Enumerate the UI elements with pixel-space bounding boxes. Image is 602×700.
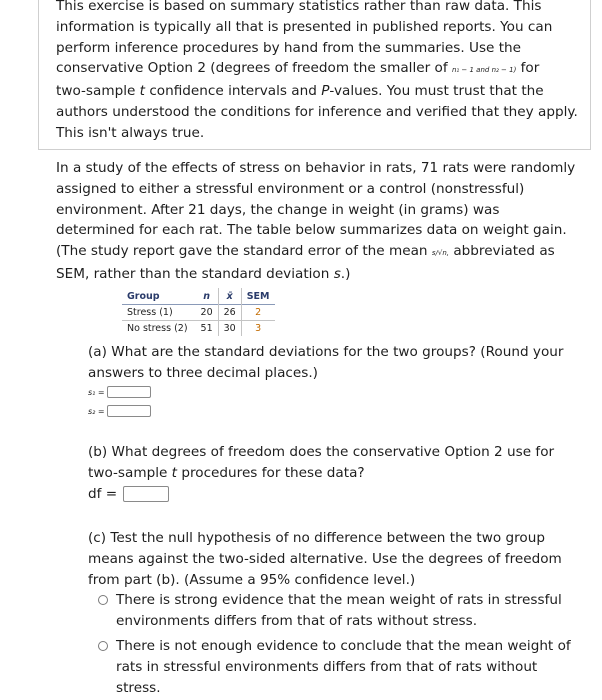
df-formula: n₁ − 1 and n₂ − 1)	[451, 66, 517, 75]
study-line: determined for each rat. The table below summarizes data on weight gain.	[56, 222, 567, 239]
option-not-enough-evidence[interactable]: There is not enough evidence to conclude that the mean weight of rats in stressful environments differs from that of rats without stress.	[98, 636, 578, 698]
table-row	[122, 321, 275, 337]
intro-paragraph	[56, 0, 591, 144]
part-c-question: (c) Test the null hypothesis of no difference between the two group means against the two-sided alternative. Use the degrees of freedom from part (b). (Assume a 95% confidence level.)	[88, 530, 562, 588]
study-line: SEM, rather than the standard deviation s.)	[56, 265, 351, 282]
option-strong-evidence[interactable]: There is strong evidence that the mean weight of rats in stressful environments differs from that of rats without stress.	[98, 590, 578, 632]
radio-button[interactable]	[98, 641, 108, 651]
sem-formula: s/√n,	[431, 249, 449, 258]
study-line: environment. After 21 days, the change in weight (in grams) was	[56, 201, 500, 218]
df-input[interactable]	[123, 486, 169, 502]
study-line: assigned to either a stressful environment or a control (nonstressful)	[56, 180, 525, 197]
intro-line: information is typically all that is presented in published reports. You can	[56, 18, 553, 35]
s2-label: s₂ =	[88, 406, 105, 416]
cell-sem: 2	[241, 305, 274, 321]
s1-answer-row	[88, 386, 151, 398]
s1-label: s₁ =	[88, 387, 105, 397]
cell-n: 51	[200, 323, 213, 334]
cell-xbar: 30	[218, 321, 241, 337]
part-a-question: (a) What are the standard deviations for the two groups? (Round your answers to three decimal places.)	[88, 344, 564, 381]
col-header-sem: SEM	[241, 288, 274, 305]
cell-group: No stress (2)	[127, 323, 188, 334]
s1-input[interactable]	[107, 386, 151, 398]
cell-n: 20	[200, 307, 213, 318]
table-row	[122, 305, 275, 321]
intro-line: perform inference procedures by hand from the summaries. Use the	[56, 39, 522, 56]
study-line: (The study report gave the standard error of the mean s/√n, abbreviated as	[56, 243, 555, 260]
col-header-n: n	[203, 291, 210, 302]
study-paragraph	[56, 158, 591, 285]
s2-answer-row	[88, 405, 151, 417]
col-header-group: Group	[127, 291, 160, 302]
cell-sem: 3	[241, 321, 274, 337]
radio-button[interactable]	[98, 595, 108, 605]
table-header-row	[122, 288, 275, 305]
cell-xbar: 26	[218, 305, 241, 321]
df-answer-row	[88, 486, 169, 502]
s2-input[interactable]	[107, 405, 151, 417]
summary-table	[122, 288, 275, 336]
study-line: In a study of the effects of stress on behavior in rats, 71 rats were randomly	[56, 160, 576, 176]
intro-line: This isn't always true.	[56, 124, 205, 141]
cell-group: Stress (1)	[127, 307, 173, 318]
intro-line: two-sample t confidence intervals and P-values. You must trust that the	[56, 83, 544, 100]
df-label: df =	[88, 486, 118, 502]
col-header-xbar: x̄	[218, 288, 241, 305]
intro-line: authors understood the conditions for inference and verified that they apply.	[56, 103, 578, 120]
intro-line: This exercise is based on summary statistics rather than raw data. This	[56, 0, 542, 14]
intro-line: conservative Option 2 (degrees of freedom the smaller of n₁ − 1 and n₂ − 1) for	[56, 60, 540, 77]
part-b-question: (b) What degrees of freedom does the conservative Option 2 use for two-sample t procedures for these data?	[88, 444, 555, 481]
